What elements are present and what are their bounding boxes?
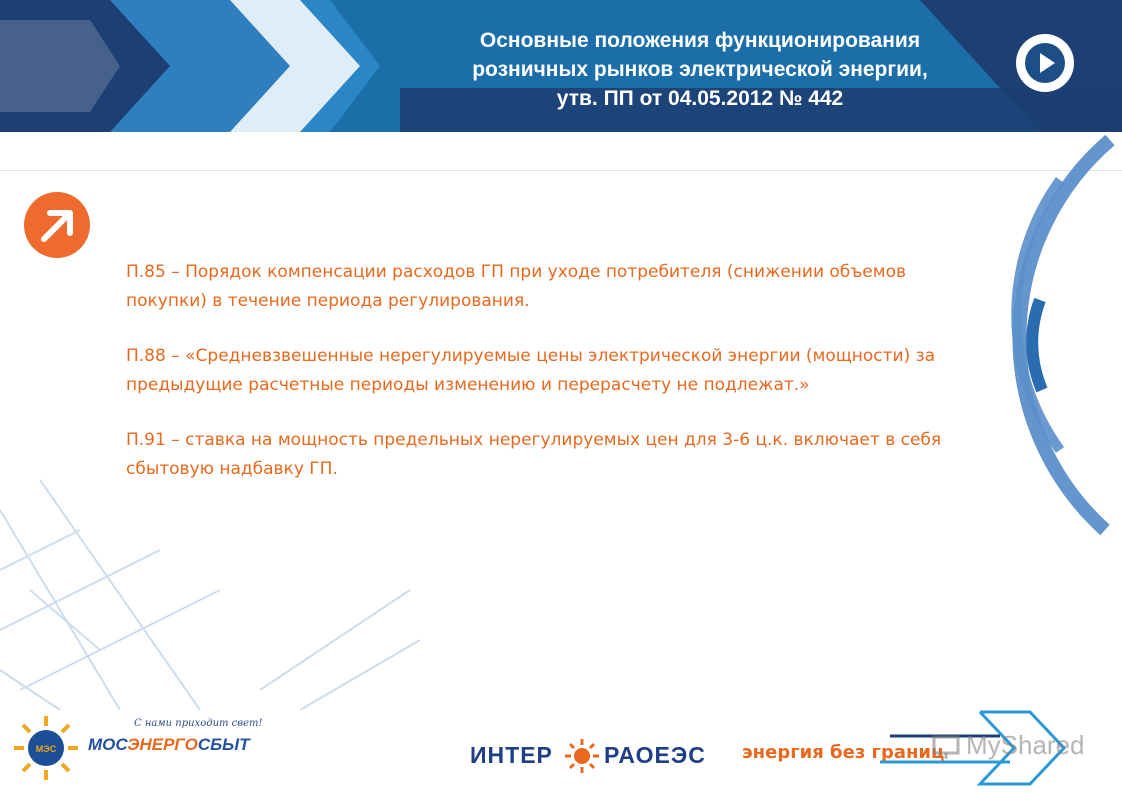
watermark-text: MyShared [966, 730, 1085, 760]
header-divider [0, 170, 1122, 171]
title-line-1: Основные положения функционирования [479, 29, 921, 52]
arrow-up-right-icon [24, 192, 90, 258]
paragraph-p85: П.85 – Порядок компенсации расходов ГП при уходе потребителя (снижении объемов покупки) в течение периода регулирования. [126, 262, 907, 311]
header-banner [0, 0, 1122, 132]
title-line-2: розничных рынков электрической энергии, [472, 58, 928, 81]
sun-logo-icon [10, 712, 86, 784]
inter-rao-right: РАОЕЭС [604, 742, 706, 768]
content-body [126, 258, 986, 510]
page-title [380, 26, 1020, 113]
decor-arcs [990, 130, 1122, 550]
title-line-3: утв. ПП от 04.05.2012 № 442 [556, 87, 844, 110]
brand-part-1: МОС [88, 735, 128, 754]
watermark-icon [932, 735, 962, 761]
paragraph-p88: П.88 – «Средневзвешенные нерегулируемые цены электрической энергии (мощности) за предыдущие расчетные периоды изменению и перерасчету не подлежат.» [126, 346, 936, 395]
paragraph-p91: П.91 – ставка на мощность предельных нерегулируемых цен для 3-6 ц.к. включает в себя сбытовую надбавку ГП. [126, 430, 942, 479]
footer-slogan: С нами приходит свет! [134, 718, 263, 729]
play-button[interactable] [1016, 34, 1074, 92]
play-icon [1016, 34, 1074, 92]
footer-tagline: энергия без границ [742, 742, 945, 763]
inter-rao-left: ИНТЕР [470, 742, 553, 768]
brand-part-3: СБЫТ [197, 735, 250, 754]
svg-text:МЭС: МЭС [35, 744, 57, 754]
brand-mosenergosbyt [88, 735, 250, 755]
brand-part-2: ЭНЕРГО [127, 735, 198, 754]
inter-rao-sun-icon [564, 738, 600, 774]
